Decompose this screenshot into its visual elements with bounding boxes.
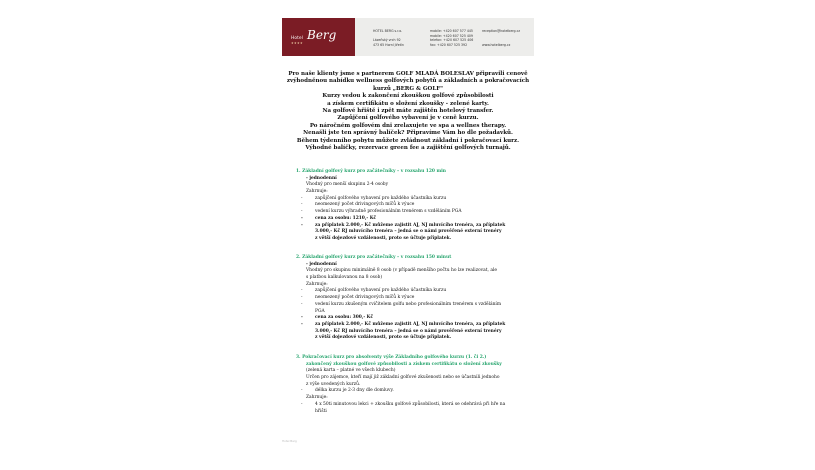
- section-line: z výše uvedených kurzů.: [306, 381, 361, 387]
- intro-line: Zapůjčení golfového vybavení je v ceně kurzu.: [337, 115, 479, 122]
- phone-line: telefon: +420 607 525 406: [430, 38, 474, 43]
- list-item: - zapůjčení golfového vybavení pro každého účastníka kurzu: [296, 196, 532, 203]
- section-subtitle: - jednodenní: [306, 175, 337, 181]
- logo-hotel-text: Hotel: [291, 35, 304, 40]
- list-item: - za příplatek 2.000,- Kč můžeme zajistit AJ, NJ mluvícího trenéra, za příplatek: [296, 223, 532, 230]
- address-line: Lázeňský vrch 92: [373, 38, 401, 43]
- list-item: - zapůjčení golfového vybavení pro každého účastníka kurzu: [296, 288, 532, 295]
- list-item: - cena za osobu: 300,- Kč: [296, 315, 532, 322]
- course-section-3: [296, 355, 532, 415]
- intro-line: Výhodné balíčky, rezervace green fee a zajištění golfových turnajů.: [305, 145, 511, 152]
- hotel-logo: [282, 18, 355, 56]
- intro-line: Po náročném golfovém dni zrelaxujete ve spa a wellnes therapy.: [309, 122, 507, 129]
- section-line: s platbou kalkulovanou na 8 osob): [306, 275, 383, 281]
- section-title-cont: zakončený zkouškou golfové způsobilosti a získem certifikátu o složení zkoušky: [306, 361, 502, 367]
- list-item: - 4 x 50ti minutovou lekci + zkoušku golfové způsobilosti, která se odehrává při hře na: [296, 402, 532, 409]
- section-line: Zahrnuje:: [306, 281, 328, 287]
- list-item: z větší dojezdové vzdálenosti, proto se účtuje příplatek.: [315, 335, 452, 341]
- email-link[interactable]: reception@hotelberg.cz: [482, 29, 520, 33]
- intro-line: kurzů „BERG & GOLF": [373, 85, 443, 92]
- list-item: - neomezený počet drivingových míčů k výuce: [296, 202, 532, 209]
- footer-mark: Hotel Berg: [282, 439, 297, 443]
- list-item: - neomezený počet drivingových míčů k výuce: [296, 295, 532, 302]
- list-item: - vedení kurzu zkušeným cvičitelem golfu nebo profesionálním trenérem s vzděláním: [296, 302, 532, 309]
- letterhead-address: [373, 29, 404, 47]
- list-item: hřišti: [315, 408, 327, 414]
- list-item: 3.000,- Kč RJ mluvícího trenéra – jedná se o námi prověřené externí trenéry: [315, 229, 502, 235]
- list-item: - cena za osobu: 1210,- Kč: [296, 216, 532, 223]
- list-item: - délka kurzu je 2-3 dny dle domluvy.: [296, 388, 532, 395]
- phone-line: mobile: +420 607 525 409: [430, 33, 473, 38]
- section-line: Určen pro zájemce, kteří mají již základní golfové zkušenosti nebo se účastnili jednoho: [306, 375, 500, 381]
- website-link[interactable]: www.hotelberg.cz: [482, 42, 511, 47]
- section-title: 1. Základní golfový kurz pro začátečníky – v rozsahu 120 min: [296, 169, 447, 174]
- section-line: Vhodný pro menší skupinu 2-4 osoby: [306, 182, 389, 188]
- intro-line: a získem certifikátu o složení zkoušky - zelené karty.: [327, 100, 489, 107]
- phone-line: fax: +420 607 525 392: [430, 42, 468, 47]
- letterhead-phones: [430, 29, 473, 47]
- intro-line: Nenašli jste ten správný balíček? Připravíme Vám ho dle požadavků.: [303, 130, 513, 137]
- logo-stars-icon: ★★★★: [291, 41, 303, 45]
- section-title: 2. Základní golfový kurz pro začátečníky – v rozsahu 150 minut: [296, 255, 452, 260]
- document-page: [282, 18, 534, 458]
- letterhead-contacts: [482, 29, 520, 47]
- list-item: PGA: [315, 308, 325, 314]
- list-item: - vedení kurzu výhradně profesionálním trenérem s vzděláním PGA: [296, 209, 532, 216]
- intro-line: Během týdenního pobytu můžete zvládnout základní i pokračovací kurz.: [296, 137, 520, 144]
- list-item: - za příplatek 2.000,- Kč můžeme zajistit AJ, NJ mluvícího trenéra, za příplatek: [296, 322, 532, 329]
- phone-line: mobile: +420 607 577 445: [430, 29, 473, 33]
- list-item: 3.000,- Kč RJ mluvícího trenéra – jedná se o námi prověřené externí trenéry: [315, 328, 502, 334]
- section-title: 3. Pokračovací kurz pro absolventy výše Základního golfového kurzu (1. či 2.): [296, 355, 487, 360]
- logo-brand-text: Berg: [307, 28, 337, 42]
- course-section-1: [296, 169, 532, 243]
- intro-line: Pro naše klienty jsme s partnerem GOLF MLADÁ BOLESLAV připravili cenově: [288, 71, 528, 77]
- address-line: 473 65 Horní Jiřetín: [373, 42, 404, 47]
- section-line: (zelená karta – platné ve všech klubech): [306, 368, 396, 374]
- section-line: Vhodný pro skupinu minimálně 8 osob (v případě menšího počtu ho lze realizovat, ale: [306, 268, 497, 274]
- intro-text: [282, 71, 534, 152]
- section-subtitle: - jednodenní: [306, 261, 337, 267]
- course-section-2: [296, 255, 532, 342]
- section-line: Zahrnuje:: [306, 395, 328, 401]
- section-line: Zahrnuje:: [306, 189, 328, 195]
- intro-line: zvýhodněnou nabídku wellness golfových pobytů a základních a pokračovacích: [286, 78, 530, 85]
- intro-line: Na golfové hřiště i zpět máte zajištěn hotelový transfer.: [322, 108, 494, 115]
- address-line: HOTEL BERG s.r.o.: [373, 29, 403, 33]
- intro-line: Kurzy vedou k zakončení zkouškou golfové způsobilosti: [322, 93, 494, 100]
- list-item: z větší dojezdové vzdálenosti, proto se účtuje příplatek.: [315, 235, 452, 241]
- letterhead: [282, 18, 534, 56]
